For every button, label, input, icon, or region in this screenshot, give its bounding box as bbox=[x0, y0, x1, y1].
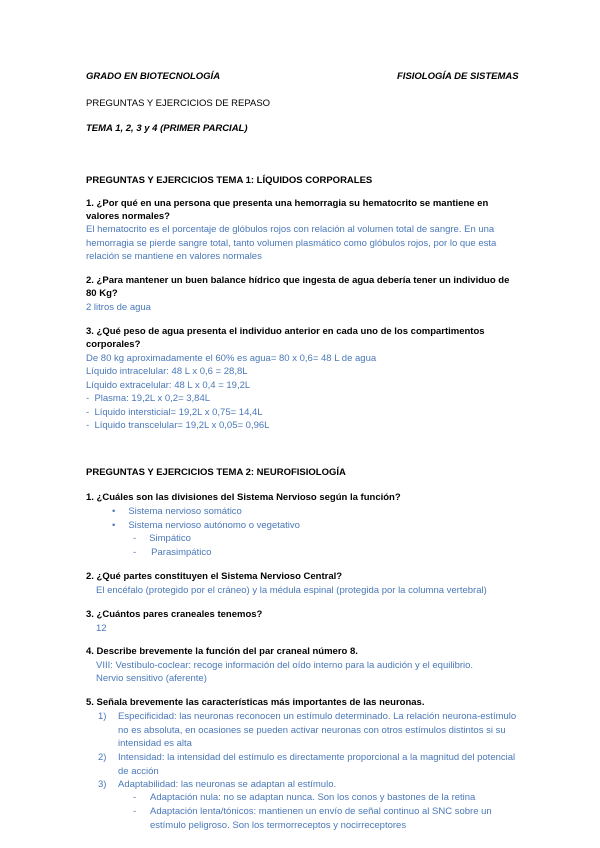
list-item: - Simpático bbox=[133, 533, 191, 544]
question-t2-q3: 3. ¿Cuántos pares craneales tenemos? bbox=[86, 609, 263, 620]
list-item: - Parasimpático bbox=[133, 547, 212, 558]
list-number: 1) bbox=[98, 711, 107, 722]
dash-bullet-icon: - bbox=[86, 407, 95, 418]
question-t2-q5: 5. Señala brevemente las características más importantes de las neuronas. bbox=[86, 697, 425, 708]
dash-bullet-icon: - bbox=[133, 792, 137, 803]
answer-line: Líquido intracelular: 48 L x 0,6 = 28,8L bbox=[86, 366, 248, 377]
section-title-tema1: PREGUNTAS Y EJERCICIOS TEMA 1: LÍQUIDOS CORPORALES bbox=[86, 175, 373, 186]
answer-line: Líquido extracelular: 48 L x 0,4 = 19,2L bbox=[86, 380, 251, 391]
list-item: Intensidad: la intensidad del estímulo es directamente proporcional a la magnitud del potencial de acción bbox=[118, 752, 516, 777]
answer-t1-q1: El hematocrito es el porcentaje de glóbulos rojos con relación al volumen total de sangre. En una hemorragia se pierde sangre total, tanto volumen plasmático como glóbulos rojos, por lo que esta relación se mantiene en valores normales bbox=[86, 224, 497, 262]
list-number: 2) bbox=[98, 752, 107, 763]
header-scope: TEMA 1, 2, 3 y 4 (PRIMER PARCIAL) bbox=[86, 123, 248, 134]
question-t2-q1: 1. ¿Cuáles son las divisiones del Sistema Nervioso según la función? bbox=[86, 492, 401, 503]
question-t2-q4: 4. Describe brevemente la función del par craneal número 8. bbox=[86, 646, 358, 657]
answer-t2-q4-line2: Nervio sensitivo (aferente) bbox=[96, 673, 207, 684]
dash-bullet-icon: - bbox=[133, 533, 137, 544]
bullet-icon: • bbox=[112, 520, 116, 531]
dash-bullet-icon: - bbox=[86, 393, 95, 404]
dash-bullet-icon: - bbox=[133, 806, 137, 817]
header-subtitle: PREGUNTAS Y EJERCICIOS DE REPASO bbox=[86, 98, 271, 109]
answer-t2-q2: El encéfalo (protegido por el cráneo) y la médula espinal (protegida por la columna vertebral) bbox=[96, 585, 487, 596]
answer-t1-q2: 2 litros de agua bbox=[86, 302, 151, 313]
question-t1-q2: 2. ¿Para mantener un buen balance hídrico que ingesta de agua debería tener un individuo de 80 Kg? bbox=[86, 275, 510, 299]
list-item: • Sistema nervioso somático bbox=[112, 506, 242, 517]
list-item: Adaptación nula: no se adaptan nunca. Son los conos y bastones de la retina bbox=[150, 792, 476, 803]
answer-line: De 80 kg aproximadamente el 60% es agua= 80 x 0,6= 48 L de agua bbox=[86, 353, 377, 364]
dash-bullet-icon: - bbox=[133, 547, 137, 558]
answer-t2-q3: 12 bbox=[96, 623, 107, 634]
answer-t2-q4-line1: VIII: Vestíbulo-coclear: recoge información del oído interno para la audición y el equilibrio. bbox=[96, 660, 474, 671]
question-t1-q1: 1. ¿Por qué en una persona que presenta una hemorragia su hematocrito se mantiene en valores normales? bbox=[86, 198, 489, 222]
list-item: Especificidad: las neuronas reconocen un estímulo determinado. La relación neurona-estímulo no es absoluta, en ocasiones se pueden activar neuronas con otros estímulos distintos si su intensidad es alta bbox=[118, 711, 517, 749]
list-item: • Sistema nervioso autónomo o vegetativo bbox=[112, 520, 300, 531]
list-item: - Líquido intersticial= 19,2L x 0,75= 14,4L bbox=[86, 407, 263, 418]
header-degree: GRADO EN BIOTECNOLOGÍA bbox=[86, 71, 221, 82]
list-number: 3) bbox=[98, 779, 107, 790]
list-item: Adaptación lenta/tónicos: mantienen un envío de señal continuo al SNC sobre un estímulo peligroso. Son los termorreceptos y nocirreceptores bbox=[150, 806, 492, 831]
question-t2-q2: 2. ¿Qué partes constituyen el Sistema Nervioso Central? bbox=[86, 571, 343, 582]
bullet-icon: • bbox=[112, 506, 116, 517]
list-item: - Líquido transcelular= 19,2L x 0,05= 0,96L bbox=[86, 420, 270, 431]
header-subject: FISIOLOGÍA DE SISTEMAS bbox=[397, 71, 519, 82]
dash-bullet-icon: - bbox=[86, 420, 95, 431]
list-item: Adaptabilidad: las neuronas se adaptan al estímulo. bbox=[118, 779, 337, 790]
section-title-tema2: PREGUNTAS Y EJERCICIOS TEMA 2: NEUROFISIOLOGÍA bbox=[86, 467, 346, 478]
question-t1-q3: 3. ¿Qué peso de agua presenta el individuo anterior en cada uno de los compartimentos corporales? bbox=[86, 326, 485, 350]
list-item: - Plasma: 19,2L x 0,2= 3,84L bbox=[86, 393, 211, 404]
